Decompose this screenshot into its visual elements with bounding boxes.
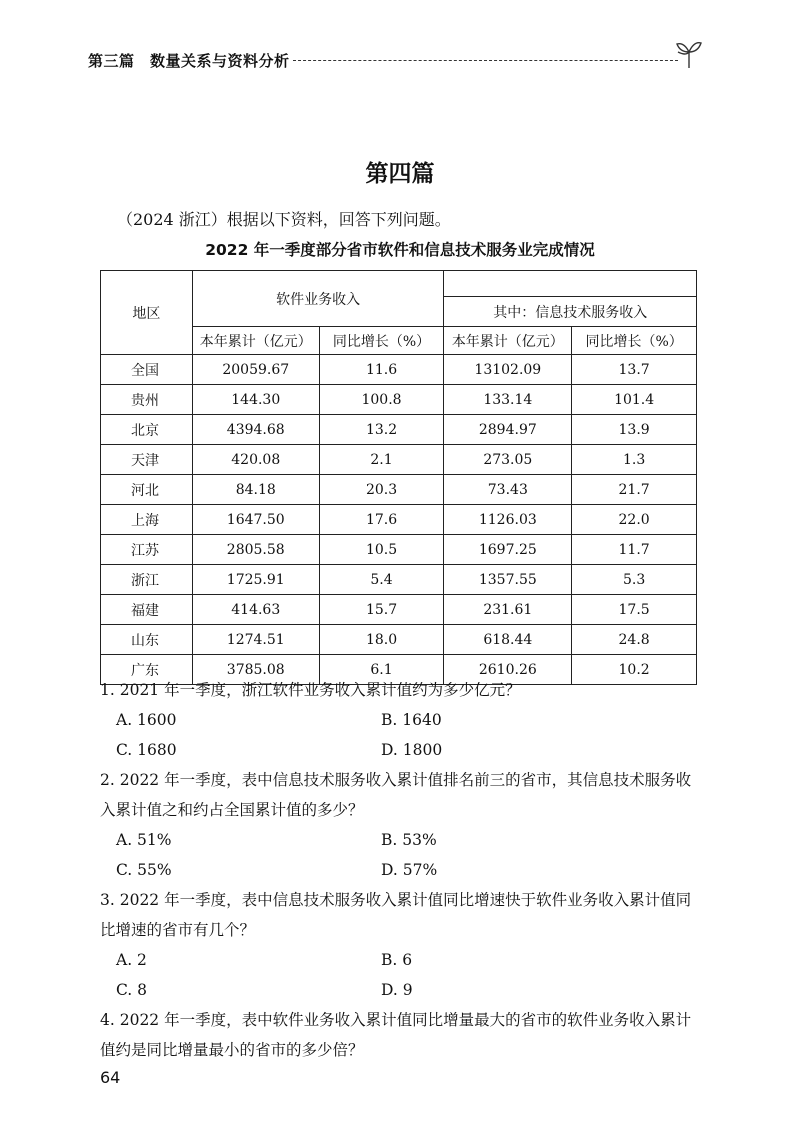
value-cell: 273.05: [444, 445, 572, 475]
value-cell: 22.0: [572, 505, 697, 535]
option: A. 2: [116, 951, 147, 969]
sprout-icon: [674, 38, 704, 70]
region-cell: 全国: [101, 355, 193, 385]
header-spacer: [444, 271, 697, 297]
option: B. 1640: [381, 711, 442, 729]
option: D. 1800: [381, 741, 443, 759]
value-cell: 101.4: [572, 385, 697, 415]
region-cell: 天津: [101, 445, 193, 475]
region-cell: 山东: [101, 625, 193, 655]
question-2: [100, 765, 700, 885]
header-divider: [293, 60, 678, 61]
region-cell: 福建: [101, 595, 193, 625]
table-row: [101, 505, 697, 535]
option: B. 53%: [381, 831, 437, 849]
value-cell: 100.8: [319, 385, 444, 415]
it-service-revenue-header: 其中：信息技术服务收入: [444, 297, 697, 327]
value-cell: 618.44: [444, 625, 572, 655]
value-cell: 6.1: [319, 655, 444, 685]
option: B. 6: [381, 951, 413, 969]
table-row: [101, 475, 697, 505]
value-cell: 1274.51: [192, 625, 319, 655]
value-cell: 10.5: [319, 535, 444, 565]
option: C. 8: [116, 981, 148, 999]
value-cell: 1.3: [572, 445, 697, 475]
question-4: [100, 1005, 700, 1065]
value-cell: 414.63: [192, 595, 319, 625]
value-cell: 5.3: [572, 565, 697, 595]
value-cell: 144.30: [192, 385, 319, 415]
part-title: 第四篇: [365, 161, 435, 187]
table-row: [101, 565, 697, 595]
value-cell: 420.08: [192, 445, 319, 475]
value-cell: 2805.58: [192, 535, 319, 565]
value-cell: 1725.91: [192, 565, 319, 595]
value-cell: 18.0: [319, 625, 444, 655]
region-cell: 上海: [101, 505, 193, 535]
table-row: [101, 625, 697, 655]
value-cell: 2894.97: [444, 415, 572, 445]
value-cell: 133.14: [444, 385, 572, 415]
value-cell: 2610.26: [444, 655, 572, 685]
data-table: [100, 270, 697, 685]
table-row: [101, 415, 697, 445]
option: A. 1600: [116, 711, 177, 729]
question-1: [100, 675, 700, 765]
sub-header: 本年累计（亿元）: [444, 327, 572, 355]
value-cell: 10.2: [572, 655, 697, 685]
value-cell: 13.7: [572, 355, 697, 385]
value-cell: 1697.25: [444, 535, 572, 565]
table-title: 2022 年一季度部分省市软件和信息技术服务业完成情况: [205, 241, 595, 259]
table-row: [101, 445, 697, 475]
region-cell: 浙江: [101, 565, 193, 595]
region-cell: 广东: [101, 655, 193, 685]
value-cell: 1647.50: [192, 505, 319, 535]
option: D. 57%: [381, 861, 438, 879]
region-header: 地区: [101, 271, 193, 355]
option: D. 9: [381, 981, 413, 999]
question-text: 2. 2022 年一季度，表中信息技术服务收入累计值排名前三的省市，其信息技术服务收入累计值之和约占全国累计值的多少？: [100, 771, 692, 819]
value-cell: 24.8: [572, 625, 697, 655]
table-row: [101, 535, 697, 565]
intro-text: （2024 浙江）根据以下资料，回答下列问题。: [117, 210, 451, 229]
value-cell: 13102.09: [444, 355, 572, 385]
value-cell: 13.9: [572, 415, 697, 445]
value-cell: 15.7: [319, 595, 444, 625]
value-cell: 84.18: [192, 475, 319, 505]
value-cell: 2.1: [319, 445, 444, 475]
value-cell: 17.5: [572, 595, 697, 625]
region-cell: 河北: [101, 475, 193, 505]
value-cell: 1126.03: [444, 505, 572, 535]
table-row: [101, 595, 697, 625]
region-cell: 江苏: [101, 535, 193, 565]
option: A. 51%: [116, 831, 172, 849]
value-cell: 3785.08: [192, 655, 319, 685]
region-cell: 贵州: [101, 385, 193, 415]
sub-header: 本年累计（亿元）: [192, 327, 319, 355]
value-cell: 20.3: [319, 475, 444, 505]
value-cell: 13.2: [319, 415, 444, 445]
option: C. 55%: [116, 861, 172, 879]
value-cell: 20059.67: [192, 355, 319, 385]
value-cell: 1357.55: [444, 565, 572, 595]
software-revenue-header: 软件业务收入: [192, 271, 444, 327]
value-cell: 231.61: [444, 595, 572, 625]
option: C. 1680: [116, 741, 177, 759]
sub-header: 同比增长（%）: [572, 327, 697, 355]
value-cell: 21.7: [572, 475, 697, 505]
table-body: [101, 355, 697, 685]
region-cell: 北京: [101, 415, 193, 445]
value-cell: 11.7: [572, 535, 697, 565]
question-text: 4. 2022 年一季度，表中软件业务收入累计值同比增量最大的省市的软件业务收入累计值约是同比增量最小的省市的多少倍？: [100, 1011, 692, 1059]
page-number: 64: [100, 1068, 121, 1087]
questions-section: [100, 675, 700, 1065]
value-cell: 17.6: [319, 505, 444, 535]
running-header: [88, 44, 708, 72]
value-cell: 73.43: [444, 475, 572, 505]
question-text: 1. 2021 年一季度，浙江软件业务收入累计值约为多少亿元？: [100, 681, 521, 699]
value-cell: 5.4: [319, 565, 444, 595]
value-cell: 11.6: [319, 355, 444, 385]
value-cell: 4394.68: [192, 415, 319, 445]
table-row: [101, 385, 697, 415]
table-row: [101, 355, 697, 385]
header-title: 第三篇 数量关系与资料分析: [88, 52, 290, 70]
question-3: [100, 885, 700, 1005]
question-text: 3. 2022 年一季度，表中信息技术服务收入累计值同比增速快于软件业务收入累计值同比增速的省市有几个？: [100, 891, 692, 939]
sub-header: 同比增长（%）: [319, 327, 444, 355]
